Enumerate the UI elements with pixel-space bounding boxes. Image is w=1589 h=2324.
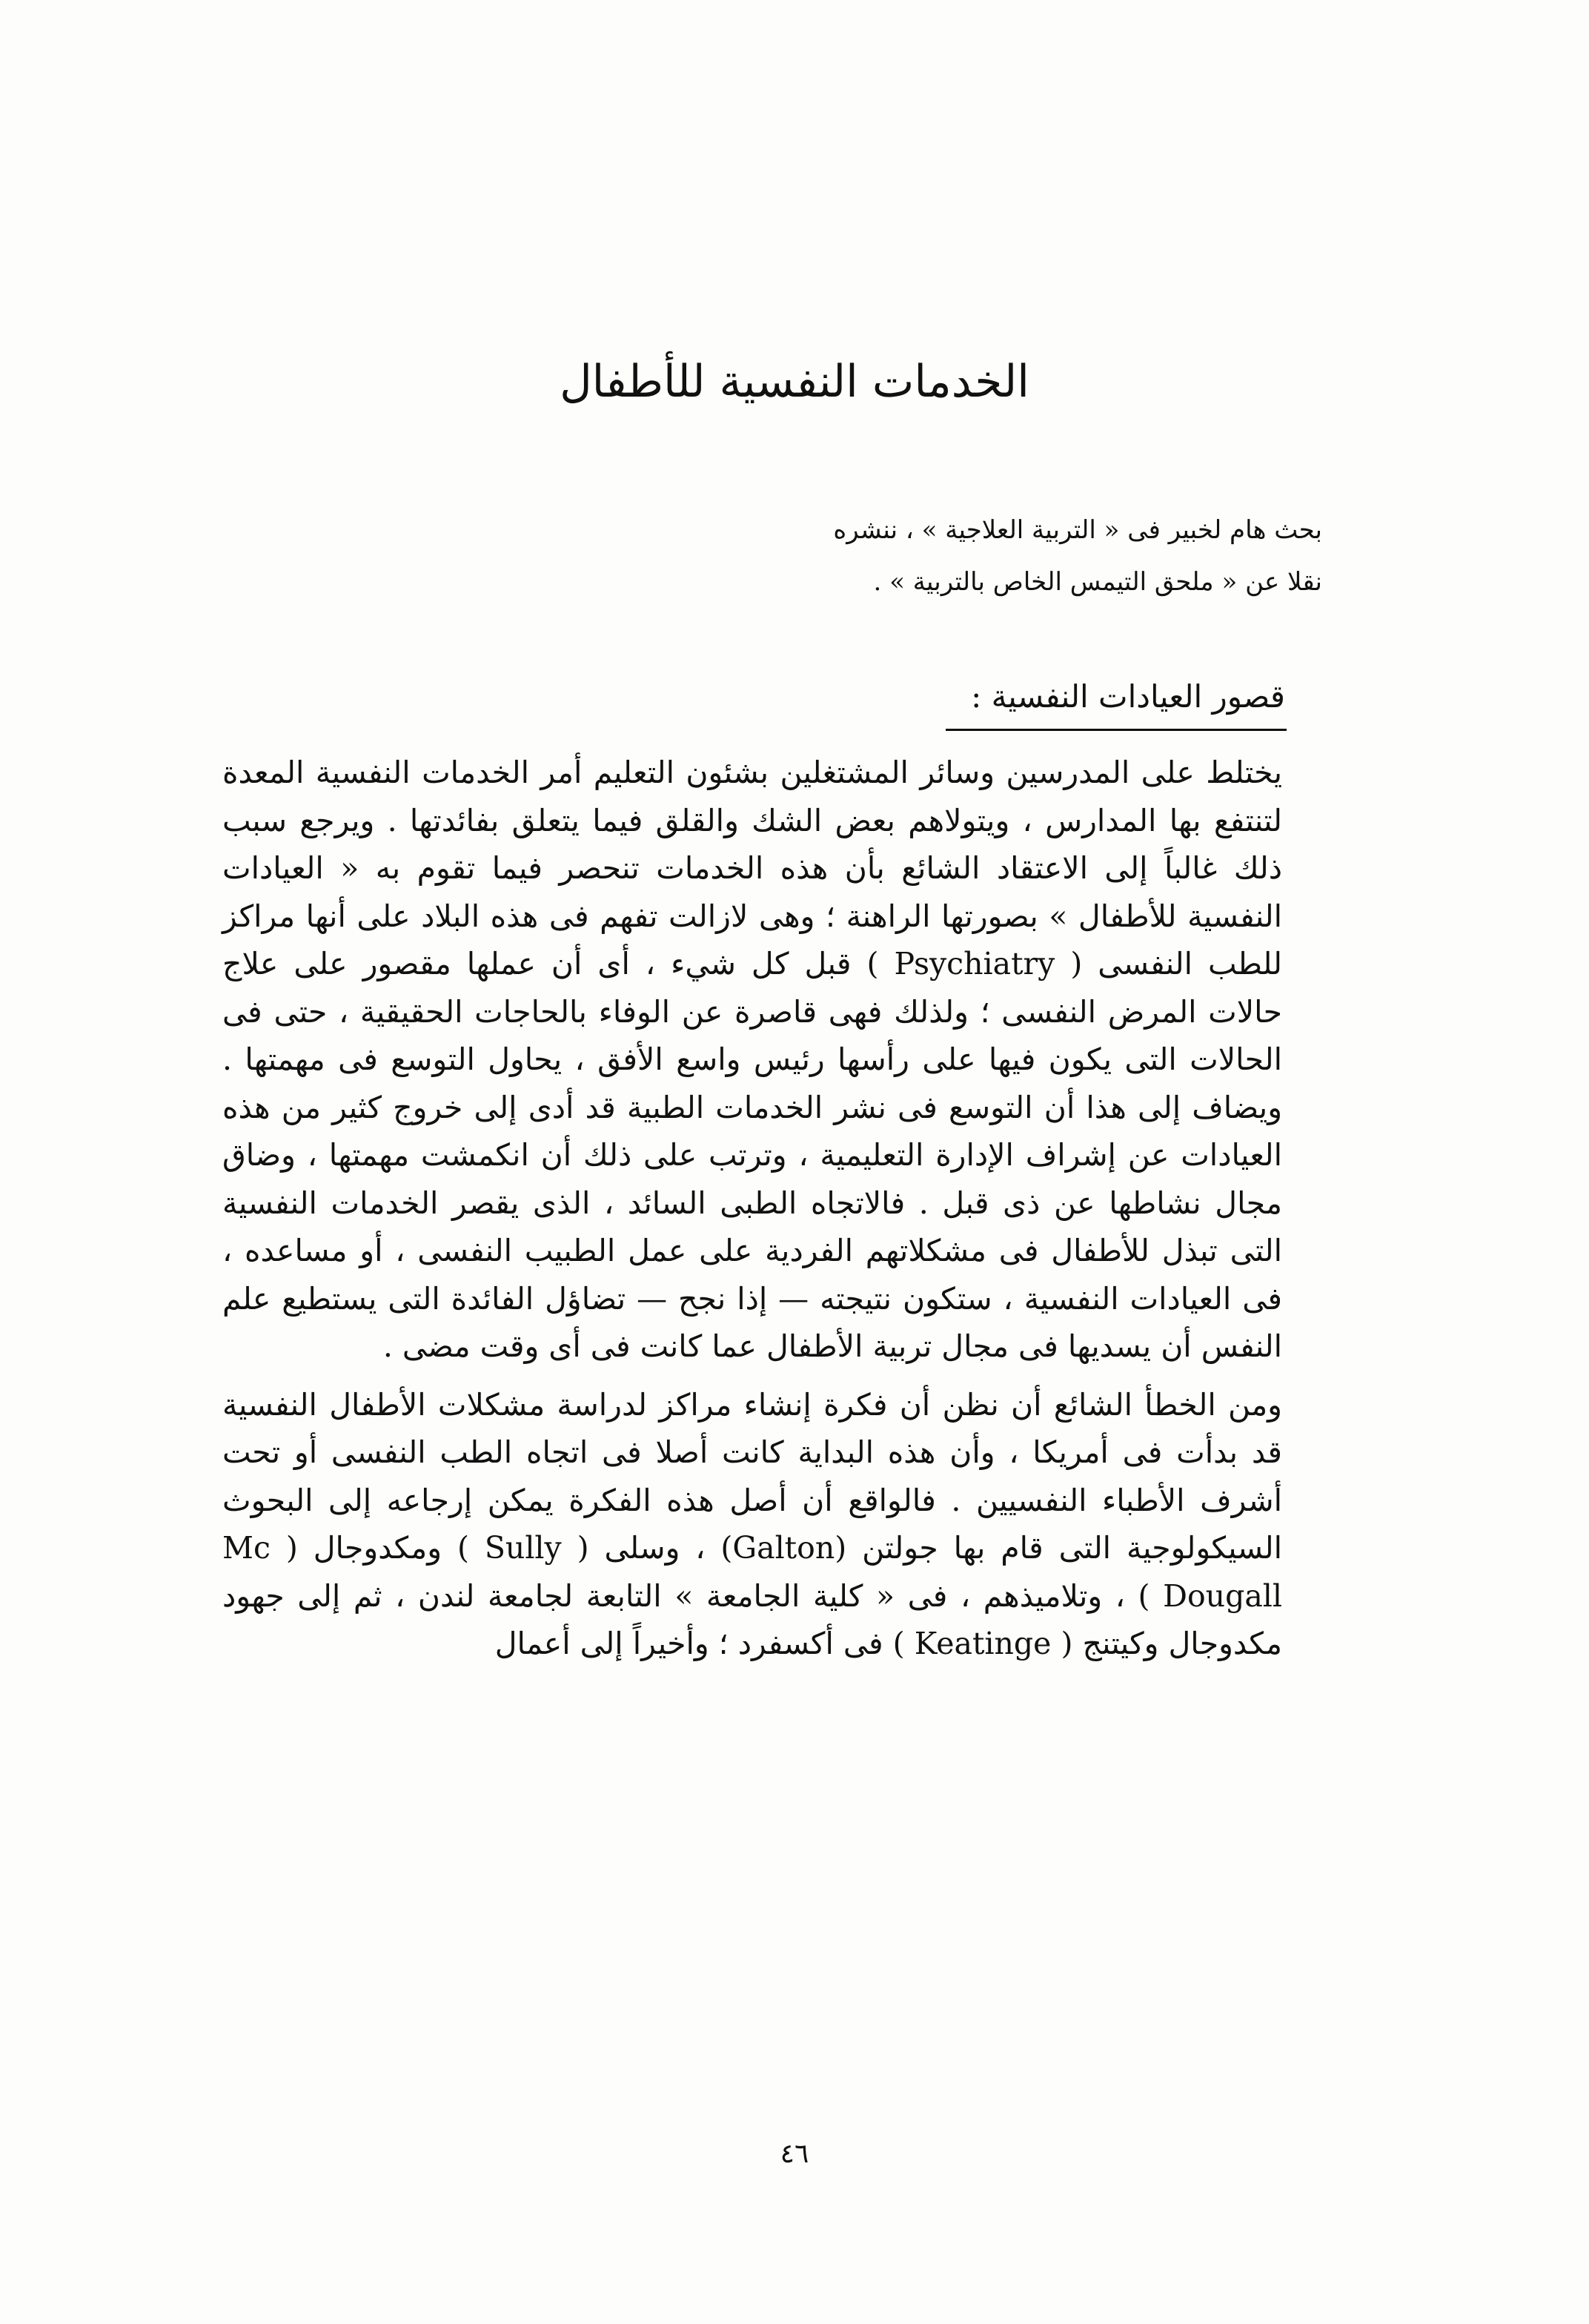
page-title: الخدمات النفسية للأطفال (560, 356, 1029, 408)
section-heading-underline (946, 729, 1287, 731)
intro-line-1: بحث هام لخبير فى « التربية العلاجية » ، ننشره (833, 515, 1322, 545)
page-number: ٤٦ (780, 2139, 809, 2169)
paragraph-2: ومن الخطأ الشائع أن نظن أن فكرة إنشاء مراكز لدراسة مشكلات الأطفال النفسية قد بدأت فى أمريكا ، وأن هذه البداية كانت أصلا فى اتجاه الطب النفسى أو تحت أشرف الأطباء النفسيين . فالواقع أن أصل هذه الفكرة يمكن إرجاعه إلى البحوث السيكولوجية التى قام بها جولتن (Galton) ، وسلى ( Sully ) ومكدوجال ( Mc Dougall ) ، وتلاميذهم ، فى « كلية الجامعة » التابعة لجامعة لندن ، ثم إلى جهود مكدوجال وكيتنج ( Keatinge ) فى أكسفرد ؛ وأخيراً إلى أعمال (222, 1386, 1282, 1661)
paragraph-1: يختلط على المدرسين وسائر المشتغلين بشئون التعليم أمر الخدمات النفسية المعدة لتنتفع بها المدارس ، ويتولاهم بعض الشك والقلق فيما يتعلق بفائدتها . ويرجع سبب ذلك غالباً إلى الاعتقاد الشائع بأن هذه الخدمات تنحصر فيما تقوم به « العيادات النفسية للأطفال » بصورتها الراهنة ؛ وهى لازالت تفهم فى هذه البلاد على أنها مراكز للطب النفسى ( Psychiatry ) قبل كل شيء ، أى أن عملها مقصور على علاج حالات المرض النفسى ؛ ولذلك فهى قاصرة عن الوفاء بالحاجات الحقيقية ، حتى فى الحالات التى يكون فيها على رأسها رئيس واسع الأفق ، يحاول التوسع فى مهمتها . ويضاف إلى هذا أن التوسع فى نشر الخدمات الطبية قد أدى إلى خروج كثير من هذه العيادات عن إشراف الإدارة التعليمية ، وترتب على ذلك أن انكمشت مهمتها ، وضاق مجال نشاطها عن ذى قبل . فالاتجاه الطبى السائد ، الذى يقصر الخدمات النفسية التى تبذل للأطفال فى مشكلاتهم الفردية على عمل الطبيب النفسى ، أو مساعده ، فى العيادات النفسية ، ستكون نتيجته — إذا نجح — تضاؤل الفائدة التى يستطيع علم النفس أن يسديها فى مجال تربية الأطفال عما كانت فى أى وقت مضى . (222, 755, 1282, 1364)
intro-line-2: نقلا عن « ملحق التيمس الخاص بالتربية » . (873, 567, 1322, 597)
body-text (222, 749, 1282, 1668)
intro-note (285, 504, 1322, 608)
section-heading: قصور العيادات النفسية : (971, 678, 1285, 715)
